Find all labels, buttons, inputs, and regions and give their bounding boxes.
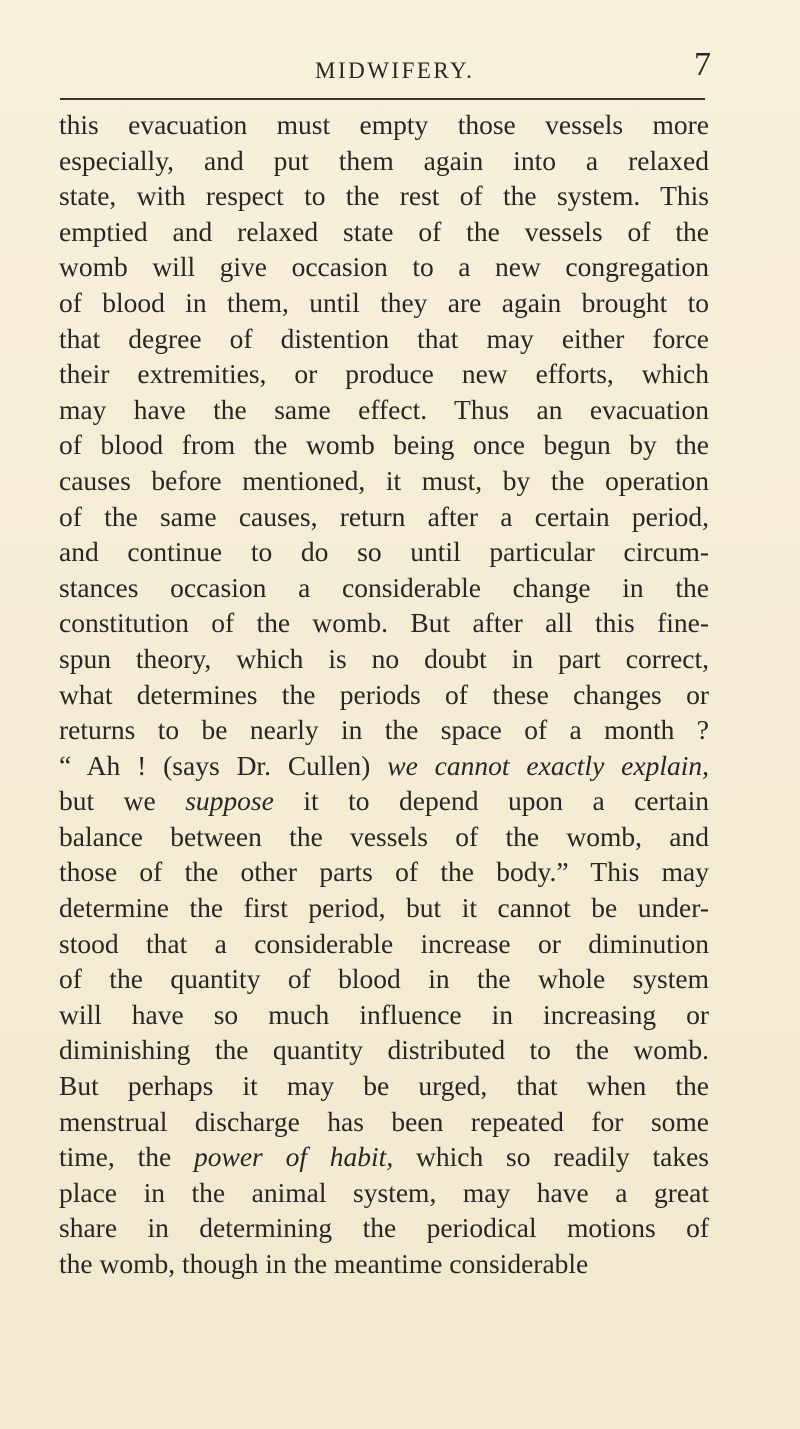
text-segment: especially, and put them again into a relaxed: [59, 144, 709, 176]
text-line: [59, 249, 709, 285]
text-line: [59, 890, 709, 926]
text-segment: but we: [59, 785, 186, 817]
text-line: [59, 926, 709, 962]
text-segment: time, the: [59, 1141, 194, 1173]
text-line: [59, 427, 709, 463]
header-rule: [60, 98, 705, 100]
text-line: [59, 356, 709, 392]
text-segment: state, with respect to the rest of the system. This: [59, 180, 709, 212]
text-line: [59, 178, 709, 214]
text-line: [59, 783, 709, 819]
text-segment: share in determining the periodical motions of: [59, 1212, 709, 1244]
text-line: [59, 1246, 709, 1282]
text-line: [59, 321, 709, 357]
text-segment: balance between the vessels of the womb, and: [59, 820, 709, 852]
text-segment: it to depend upon a certain: [273, 785, 709, 817]
text-line: [59, 605, 709, 641]
text-segment: the womb, though in the meantime considerable: [59, 1248, 589, 1279]
text-line: [59, 819, 709, 855]
text-line: [59, 961, 709, 997]
text-line: [59, 748, 709, 784]
text-line: [59, 534, 709, 570]
body-text: [59, 107, 709, 1282]
text-line: [59, 392, 709, 428]
text-segment: their extremities, or produce new efforts, which: [59, 358, 709, 390]
text-segment: what determines the periods of these changes or: [59, 678, 709, 710]
text-line: [59, 1139, 709, 1175]
text-line: [59, 463, 709, 499]
text-segment: of blood from the womb being once begun by the: [59, 429, 709, 461]
text-segment: emptied and relaxed state of the vessels of the: [59, 215, 709, 247]
text-segment: that degree of distention that may either force: [59, 322, 709, 354]
text-segment: and continue to do so until particular circum-: [59, 536, 709, 568]
text-line: [59, 997, 709, 1033]
text-line: [59, 854, 709, 890]
text-line: [59, 1104, 709, 1140]
text-line: [59, 143, 709, 179]
text-line: [59, 107, 709, 143]
text-segment: this evacuation must empty those vessels more: [59, 109, 709, 140]
text-segment: returns to be nearly in the space of a month ?: [59, 714, 709, 746]
text-segment: place in the animal system, may have a great: [59, 1176, 709, 1208]
text-segment: of blood in them, until they are again brought to: [59, 286, 709, 318]
text-segment: spun theory, which is no doubt in part correct,: [59, 642, 709, 674]
running-head-title: MIDWIFERY.: [315, 58, 475, 83]
text-segment: menstrual discharge has been repeated for some: [59, 1105, 709, 1137]
text-line: [59, 214, 709, 250]
running-head: [0, 46, 800, 90]
italic-text: suppose: [185, 785, 274, 817]
text-line: [59, 1175, 709, 1211]
text-line: [59, 499, 709, 535]
text-line: [59, 677, 709, 713]
italic-text: we cannot exactly explain,: [387, 749, 709, 781]
text-segment: which so readily takes: [393, 1141, 710, 1173]
text-line: [59, 1068, 709, 1104]
italic-text: power of habit,: [194, 1141, 394, 1173]
text-segment: diminishing the quantity distributed to the womb.: [59, 1034, 709, 1066]
text-line: [59, 641, 709, 677]
text-segment: stood that a considerable increase or diminution: [59, 927, 709, 959]
page-number: 7: [694, 46, 711, 83]
text-line: [59, 570, 709, 606]
text-segment: womb will give occasion to a new congregation: [59, 251, 709, 283]
text-segment: of the quantity of blood in the whole system: [59, 963, 709, 995]
text-segment: stances occasion a considerable change in the: [59, 571, 709, 603]
text-line: [59, 1032, 709, 1068]
text-segment: those of the other parts of the body.” This may: [59, 856, 709, 888]
text-segment: constitution of the womb. But after all this fine-: [59, 607, 709, 639]
text-segment: may have the same effect. Thus an evacuation: [59, 393, 709, 425]
text-line: [59, 285, 709, 321]
text-segment: will have so much influence in increasing or: [59, 998, 709, 1030]
text-line: [59, 712, 709, 748]
text-line: [59, 1210, 709, 1246]
text-segment: of the same causes, return after a certain period,: [59, 500, 709, 532]
text-segment: causes before mentioned, it must, by the operation: [59, 464, 709, 496]
text-segment: But perhaps it may be urged, that when the: [59, 1070, 709, 1102]
text-segment: “ Ah ! (says Dr. Cullen): [59, 749, 388, 781]
text-segment: determine the first period, but it cannot be under-: [59, 892, 709, 924]
